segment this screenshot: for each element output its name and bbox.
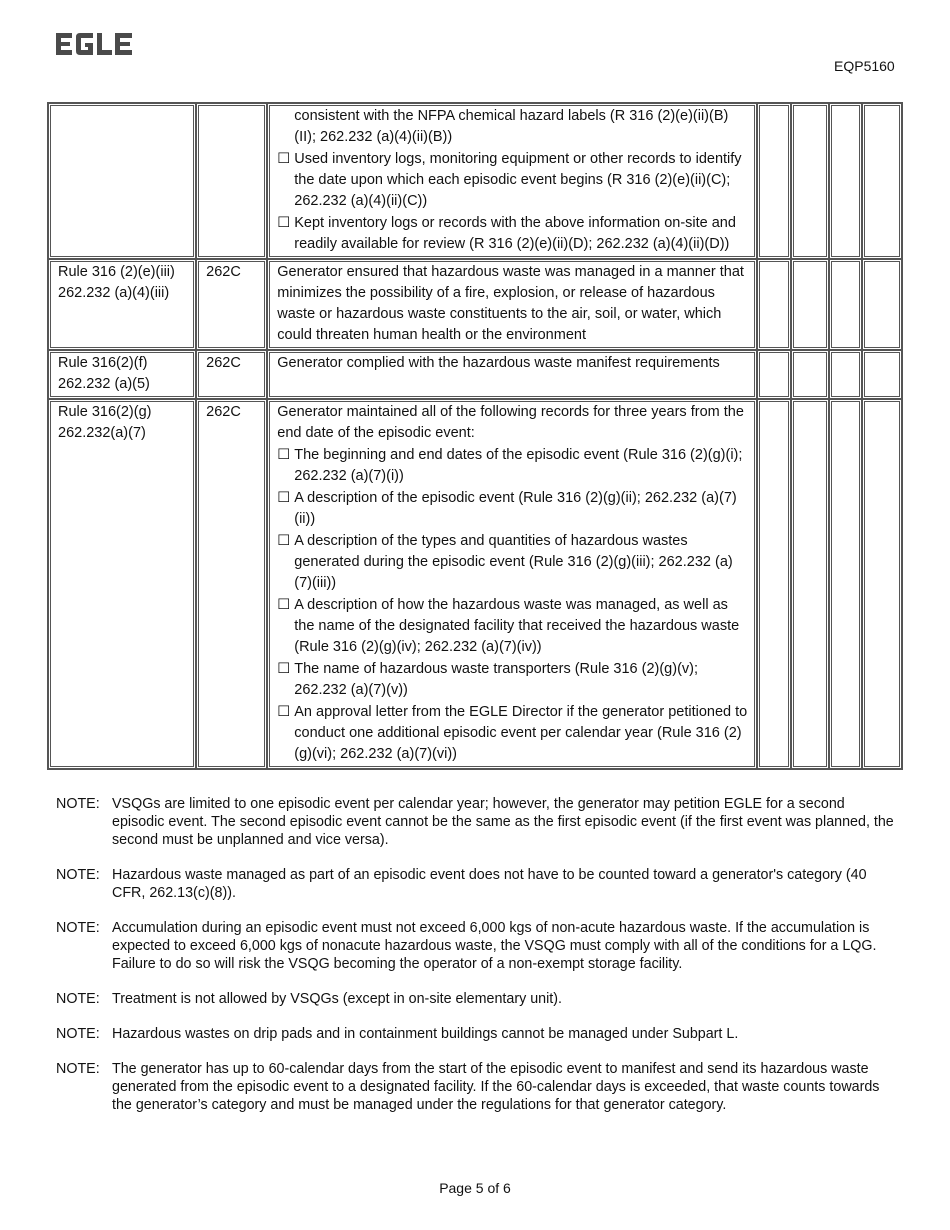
note — [56, 919, 896, 973]
status-cell-yes[interactable] — [757, 350, 791, 399]
checklist-item — [277, 659, 750, 701]
table-row — [48, 399, 902, 769]
checkbox-icon[interactable]: ☐ — [277, 490, 291, 506]
status-cell-comment[interactable] — [862, 399, 902, 769]
checkbox-icon[interactable]: ☐ — [277, 704, 291, 720]
note-label: NOTE: — [56, 1061, 100, 1077]
checkbox-icon[interactable]: ☐ — [277, 151, 291, 167]
status-cell-na[interactable] — [829, 350, 862, 399]
requirement-cell — [267, 399, 757, 769]
status-cell-yes[interactable] — [757, 103, 791, 259]
note — [56, 1060, 896, 1114]
rule-citation: 262.232 (a)(5) — [58, 376, 150, 392]
status-cell-comment[interactable] — [862, 259, 902, 350]
rule-citation: 262.232(a)(7) — [58, 425, 146, 441]
checklist-item — [277, 149, 750, 212]
checklist-item — [277, 488, 750, 530]
table-row — [48, 103, 902, 259]
note-text: The generator has up to 60-calendar days from the start of the episodic event to manifest and send its hazardous waste generated from the episodic event to a designated facility. If the 60-calendar days is exceeded, that waste counts towards the generator’s category and must be managed under the regulations for that generator category. — [112, 1061, 880, 1113]
rule-citation: Rule 316 (2)(e)(iii) — [58, 264, 175, 280]
status-cell-na[interactable] — [829, 399, 862, 769]
status-cell-no[interactable] — [791, 350, 829, 399]
checklist-item-text: A description of the types and quantities of hazardous wastes generated during the episodic event (Rule 316 (2)(g)(iii); 262.232 (a)(7)(iii)) — [294, 533, 733, 591]
code-cell: 262C — [196, 259, 267, 350]
checklist-item-text: Kept inventory logs or records with the above information on-site and readily available for review (R 316 (2)(e)(ii)(D); 262.232 (a)(4)(ii)(D)) — [294, 215, 736, 252]
table-row — [48, 350, 902, 399]
checklist-item-continuation: consistent with the NFPA chemical hazard labels (R 316 (2)(e)(ii)(B)(II); 262.232 (a)(4)(ii)(B)) — [294, 108, 729, 145]
checklist-item-text: A description of the episodic event (Rule 316 (2)(g)(ii); 262.232 (a)(7)(ii)) — [294, 490, 737, 527]
checkbox-icon[interactable]: ☐ — [277, 661, 291, 677]
checklist-item-text: The beginning and end dates of the episodic event (Rule 316 (2)(g)(i); 262.232 (a)(7)(i)) — [294, 447, 743, 484]
checkbox-icon[interactable]: ☐ — [277, 447, 291, 463]
note-text: VSQGs are limited to one episodic event per calendar year; however, the generator may petition EGLE for a second episodic event. The second episodic event cannot be the same as the first episodic event (if the first event was planned, the second must be unplanned and vice versa). — [112, 796, 894, 848]
rule-citation: 262.232 (a)(4)(iii) — [58, 285, 170, 301]
rule-cell — [48, 350, 196, 399]
inspection-table-body — [48, 103, 902, 769]
code-cell — [196, 103, 267, 259]
status-cell-comment[interactable] — [862, 103, 902, 259]
note-text: Accumulation during an episodic event must not exceed 6,000 kgs of non-acute hazardous waste. If the accumulation is expected to exceed 6,000 kgs of nonacute hazardous waste, the VSQG must comply with all of the conditions for a LQG. Failure to do so will risk the VSQG becoming the operator of a non-exempt storage facility. — [112, 920, 877, 972]
note-label: NOTE: — [56, 796, 100, 812]
status-cell-no[interactable] — [791, 103, 829, 259]
status-cell-na[interactable] — [829, 103, 862, 259]
status-cell-no[interactable] — [791, 259, 829, 350]
rule-cell — [48, 399, 196, 769]
egle-logo-graphic — [56, 31, 136, 59]
note-text: Hazardous waste managed as part of an episodic event does not have to be counted toward a generator's category (40 CFR, 262.13(c)(8)). — [112, 867, 867, 901]
requirement-text: Generator ensured that hazardous waste was managed in a manner that minimizes the possibility of a fire, explosion, or release of hazardous waste or hazardous waste constituents to the air, soil, or water, which could threaten human health or the environment — [277, 264, 744, 343]
checkbox-icon[interactable]: ☐ — [277, 597, 291, 613]
note-label: NOTE: — [56, 991, 100, 1007]
status-cell-yes[interactable] — [757, 259, 791, 350]
notes-section — [56, 795, 896, 1131]
note-text: Hazardous wastes on drip pads and in containment buildings cannot be managed under Subpart L. — [112, 1026, 739, 1042]
checklist-item-text: Used inventory logs, monitoring equipment or other records to identify the date upon which each episodic event begins (R 316 (2)(e)(ii)(C); 262.232 (a)(4)(ii)(C)) — [294, 151, 742, 209]
rule-citation: Rule 316(2)(f) — [58, 355, 148, 371]
egle-logo — [56, 31, 136, 59]
checklist-item — [277, 445, 750, 487]
note-label: NOTE: — [56, 867, 100, 883]
form-code: EQP5160 — [834, 58, 895, 74]
checklist-item-text: An approval letter from the EGLE Director if the generator petitioned to conduct one additional episodic event per calendar year (Rule 316 (2)(g)(vi); 262.232 (a)(7)(vi)) — [294, 704, 748, 762]
note-label: NOTE: — [56, 920, 100, 936]
checklist-item — [277, 702, 750, 765]
status-cell-na[interactable] — [829, 259, 862, 350]
checklist-item-text: The name of hazardous waste transporters (Rule 316 (2)(g)(v); 262.232 (a)(7)(v)) — [294, 661, 699, 698]
note-label: NOTE: — [56, 1026, 100, 1042]
checklist-item — [277, 213, 750, 255]
page-number: Page 5 of 6 — [439, 1180, 511, 1196]
requirement-text: Generator complied with the hazardous waste manifest requirements — [277, 355, 720, 371]
requirement-cell — [267, 350, 757, 399]
rule-citation: Rule 316(2)(g) — [58, 404, 152, 420]
note — [56, 990, 896, 1008]
inspection-table — [47, 102, 903, 770]
checklist-item-text: A description of how the hazardous waste was managed, as well as the name of the designated facility that received the hazardous waste (Rule 316 (2)(g)(iv); 262.232 (a)(7)(iv)) — [294, 597, 740, 655]
code-cell: 262C — [196, 350, 267, 399]
rule-cell — [48, 259, 196, 350]
requirement-cell — [267, 259, 757, 350]
note — [56, 795, 896, 849]
rule-cell — [48, 103, 196, 259]
note — [56, 866, 896, 902]
note — [56, 1025, 896, 1043]
requirement-text: Generator maintained all of the following records for three years from the end date of the episodic event: — [277, 404, 744, 441]
code-cell: 262C — [196, 399, 267, 769]
note-text: Treatment is not allowed by VSQGs (except in on-site elementary unit). — [112, 991, 563, 1007]
checklist-item — [277, 595, 750, 658]
status-cell-yes[interactable] — [757, 399, 791, 769]
status-cell-no[interactable] — [791, 399, 829, 769]
checklist-item — [277, 531, 750, 594]
status-cell-comment[interactable] — [862, 350, 902, 399]
checkbox-icon[interactable]: ☐ — [277, 215, 291, 231]
checkbox-icon[interactable]: ☐ — [277, 533, 291, 549]
requirement-cell — [267, 103, 757, 259]
table-row — [48, 259, 902, 350]
